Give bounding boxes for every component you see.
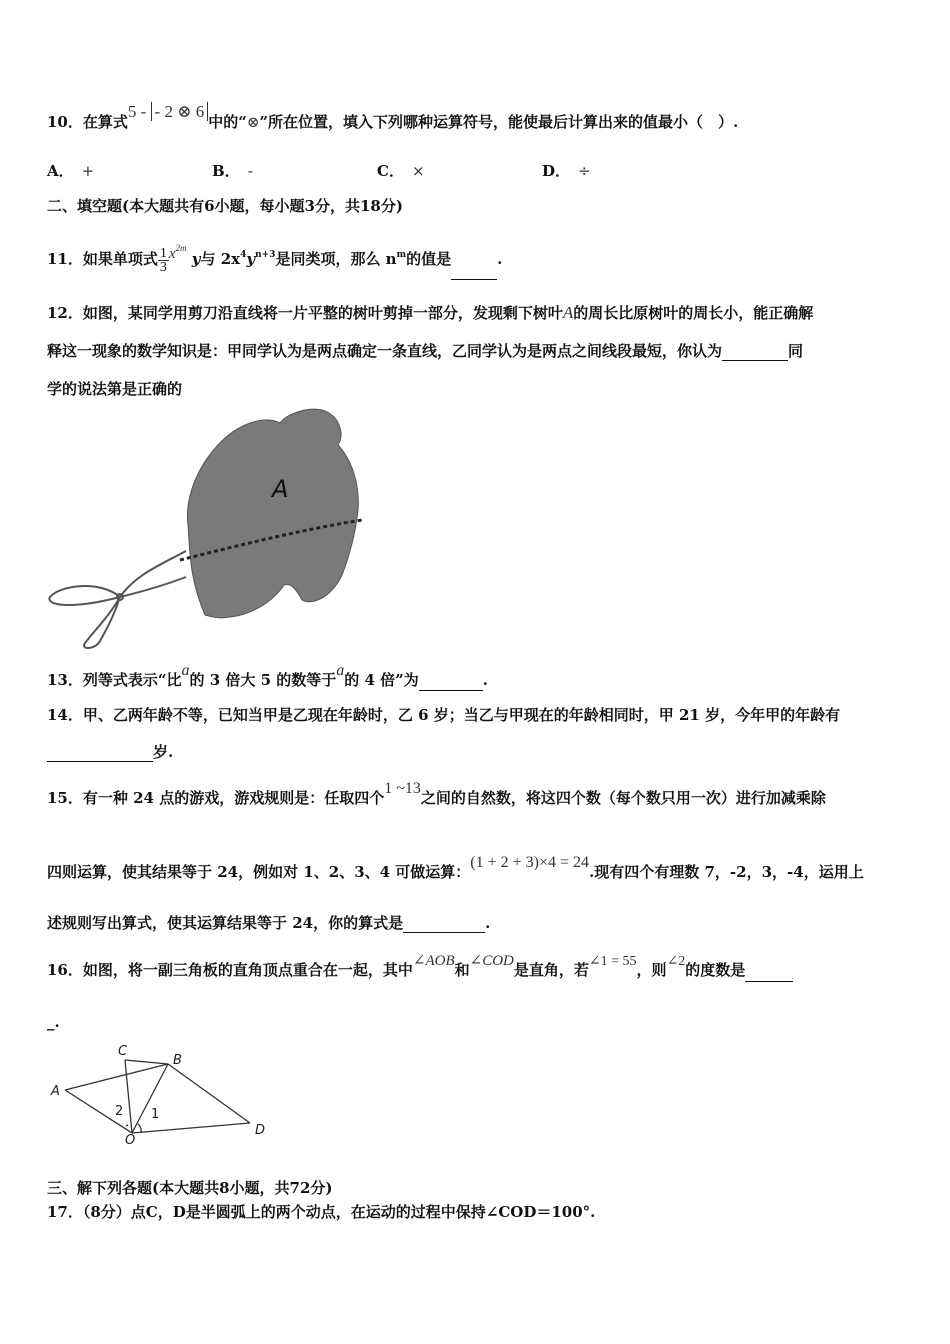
q12-answer-blank xyxy=(722,346,788,361)
q15-line1: 15．有一种 24 点的游戏，游戏规则是：任取四个1 ~13之间的自然数，将这四个数（每个数只用一次）进行加减乘除 xyxy=(47,780,826,807)
label-two: 2 xyxy=(115,1104,124,1119)
label-d: D xyxy=(255,1123,266,1138)
label-a: A xyxy=(51,1084,60,1099)
label-one: 1 xyxy=(151,1107,160,1122)
q11-stem: 11．如果单项式 $\frac{1}{3}$ $x^{2m}$ y与 $2x^4y^{n+3}$是同类项，那么 $n^m$的值是 . xyxy=(47,234,502,274)
q10-option-d: D． ÷ xyxy=(542,162,591,180)
label-c: C xyxy=(118,1044,128,1059)
q16-stem: 16．如图，将一副三角板的直角顶点重合在一起，其中∠AOB和∠COD是直角，若∠1 = 55，则∠2的度数是 xyxy=(47,960,793,982)
label-b: B xyxy=(173,1053,182,1068)
q10-option-b: B． - xyxy=(212,162,254,180)
leaf-shape xyxy=(187,409,358,618)
q13-stem: 13．列等式表示“比a的 3 倍大 5 的数等于a的 4 倍”为 . xyxy=(47,662,489,689)
q11-answer-blank xyxy=(451,265,497,280)
otimes-symbol: ⊗ xyxy=(246,115,260,131)
q15-line3: 述规则写出算式，使其运算结果等于 24，你的算式是 . xyxy=(47,914,491,932)
leaf-label-a: A xyxy=(272,475,289,503)
q12-line3: 学的说法第是正确的 xyxy=(47,380,183,398)
scissors-icon xyxy=(49,551,186,648)
q12-line1: 12．如图，某同学用剪刀沿直线将一片平整的树叶剪掉一部分，发现剩下树叶A的周长比原树叶的周长小，能正确解 xyxy=(47,303,814,322)
label-o: O xyxy=(125,1133,136,1145)
q10-expression: 5 - - 2 ⊗ 6 xyxy=(128,102,208,121)
triangle-figure xyxy=(45,1040,275,1145)
q14-line2: 岁. xyxy=(47,742,173,762)
q10-option-c: C． × xyxy=(377,162,425,180)
q16-line2: _. xyxy=(47,1013,60,1031)
q14-line1: 14．甲、乙两年龄不等，已知当甲是乙现在年龄时，乙 6 岁；当乙与甲现在的年龄相同时，甲 21 岁，今年甲的年龄有 xyxy=(47,706,841,724)
q16-answer-blank xyxy=(745,967,793,982)
section3-title: 三、解下列各题(本大题共8小题，共72分) xyxy=(47,1179,333,1197)
q11-fraction: $\frac{1}{3}$ xyxy=(159,245,167,275)
section2-title: 二、填空题(本大题共有6小题，每小题3分，共18分) xyxy=(47,197,403,215)
q17-stem: 17．（8分）点C，D是半圆弧上的两个动点，在运动的过程中保持∠COD＝100°. xyxy=(47,1203,596,1221)
q15-answer-blank xyxy=(403,918,485,933)
q12-line2: 释这一现象的数学知识是：甲同学认为是两点确定一条直线，乙同学认为是两点之间线段最短，你认为 同 xyxy=(47,342,804,360)
q10-stem: 10．在算式5 - - 2 ⊗ 6中的“⊗”所在位置，填入下列哪种运算符号，能使最后计算出来的值最小（ ）. xyxy=(47,102,739,131)
q14-answer-blank xyxy=(47,747,153,762)
q13-answer-blank xyxy=(419,676,483,691)
leaf-scissors-figure xyxy=(40,405,370,650)
q15-line2: 四则运算，使其结果等于 24，例如对 1、2、3、4 可做运算：(1 + 2 + 3)×4 = 24.现有四个有理数 7，-2，3，-4，运用上 xyxy=(47,854,864,881)
q10-option-a: A． + xyxy=(47,162,95,180)
